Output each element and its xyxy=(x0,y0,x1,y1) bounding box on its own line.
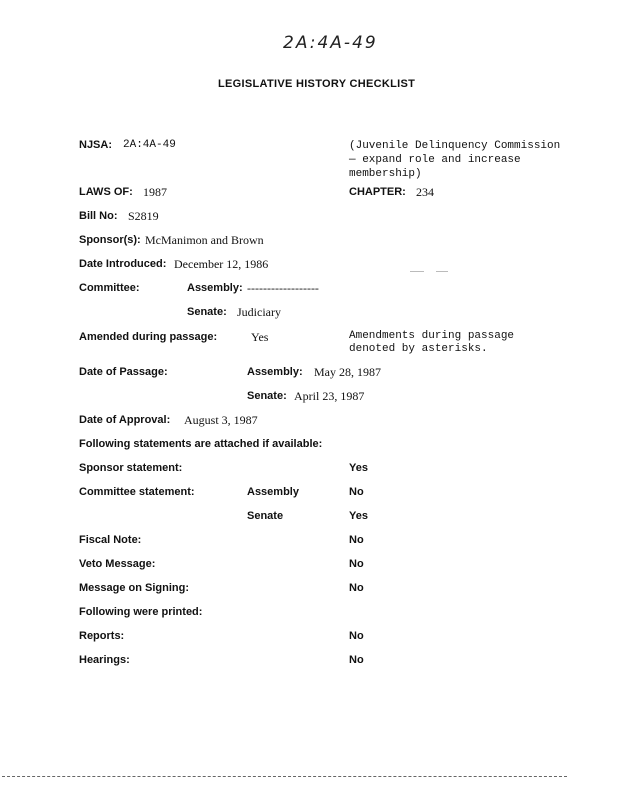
passage-senate-label: Senate: xyxy=(247,390,287,402)
date-of-approval-label: Date of Approval: xyxy=(79,414,171,426)
amended-label: Amended during passage: xyxy=(79,331,218,343)
committee-statement-senate-label: Senate xyxy=(247,510,284,522)
laws-of-value: 1987 xyxy=(143,185,167,199)
laws-of-label: LAWS OF: xyxy=(79,186,133,198)
committee-statement-assembly-value: No xyxy=(349,486,364,498)
committee-senate-label: Senate: xyxy=(187,306,227,318)
chapter-value: 234 xyxy=(416,185,434,199)
scan-mark xyxy=(410,271,424,272)
date-of-approval-value: August 3, 1987 xyxy=(184,413,258,427)
date-of-passage-label: Date of Passage: xyxy=(79,366,168,378)
hearings-label: Hearings: xyxy=(79,654,130,666)
scan-mark xyxy=(436,271,448,272)
fiscal-note-label: Fiscal Note: xyxy=(79,534,142,546)
bottom-dashed-rule xyxy=(2,776,567,777)
subject-description: (Juvenile Delinquency Commission— expand role and increase membership) xyxy=(349,140,561,180)
passage-assembly-label: Assembly: xyxy=(247,366,303,378)
printed-heading: Following were printed: xyxy=(79,606,203,618)
bill-no-label: Bill No: xyxy=(79,210,118,222)
committee-statement-label: Committee statement: xyxy=(79,486,195,498)
sponsors-label: Sponsor(s): xyxy=(79,234,141,246)
handwritten-statute-number: 2A:4A-49 xyxy=(283,33,378,53)
njsa-value: 2A:4A-49 xyxy=(123,139,176,151)
committee-statement-senate-value: Yes xyxy=(349,510,368,522)
passage-senate-value: April 23, 1987 xyxy=(294,389,365,403)
committee-assembly-label: Assembly: xyxy=(187,282,243,294)
date-introduced-value: December 12, 1986 xyxy=(174,257,269,271)
veto-message-label: Veto Message: xyxy=(79,558,156,570)
passage-assembly-value: May 28, 1987 xyxy=(314,365,381,379)
amended-note: Amendments during passage denoted by asterisks. xyxy=(349,330,515,355)
sponsors-value: McManimon and Brown xyxy=(145,233,264,247)
date-introduced-label: Date Introduced: xyxy=(79,258,167,270)
sponsor-statement-label: Sponsor statement: xyxy=(79,462,183,474)
message-on-signing-label: Message on Signing: xyxy=(79,582,190,594)
amended-value: Yes xyxy=(251,330,269,344)
reports-label: Reports: xyxy=(79,630,125,642)
bill-no-value: S2819 xyxy=(128,209,159,223)
page-title: LEGISLATIVE HISTORY CHECKLIST xyxy=(218,78,416,90)
sponsor-statement-value: Yes xyxy=(349,462,368,474)
njsa-label: NJSA: xyxy=(79,139,113,151)
attached-statements-heading: Following statements are attached if available: xyxy=(79,438,323,450)
committee-statement-assembly-label: Assembly xyxy=(247,486,299,498)
fiscal-note-value: No xyxy=(349,534,364,546)
committee-assembly-value: ------------------ xyxy=(247,281,319,295)
hearings-value: No xyxy=(349,654,364,666)
veto-message-value: No xyxy=(349,558,364,570)
committee-label: Committee: xyxy=(79,282,140,294)
committee-senate-value: Judiciary xyxy=(237,305,281,319)
message-on-signing-value: No xyxy=(349,582,364,594)
chapter-label: CHAPTER: xyxy=(349,186,406,198)
reports-value: No xyxy=(349,630,364,642)
